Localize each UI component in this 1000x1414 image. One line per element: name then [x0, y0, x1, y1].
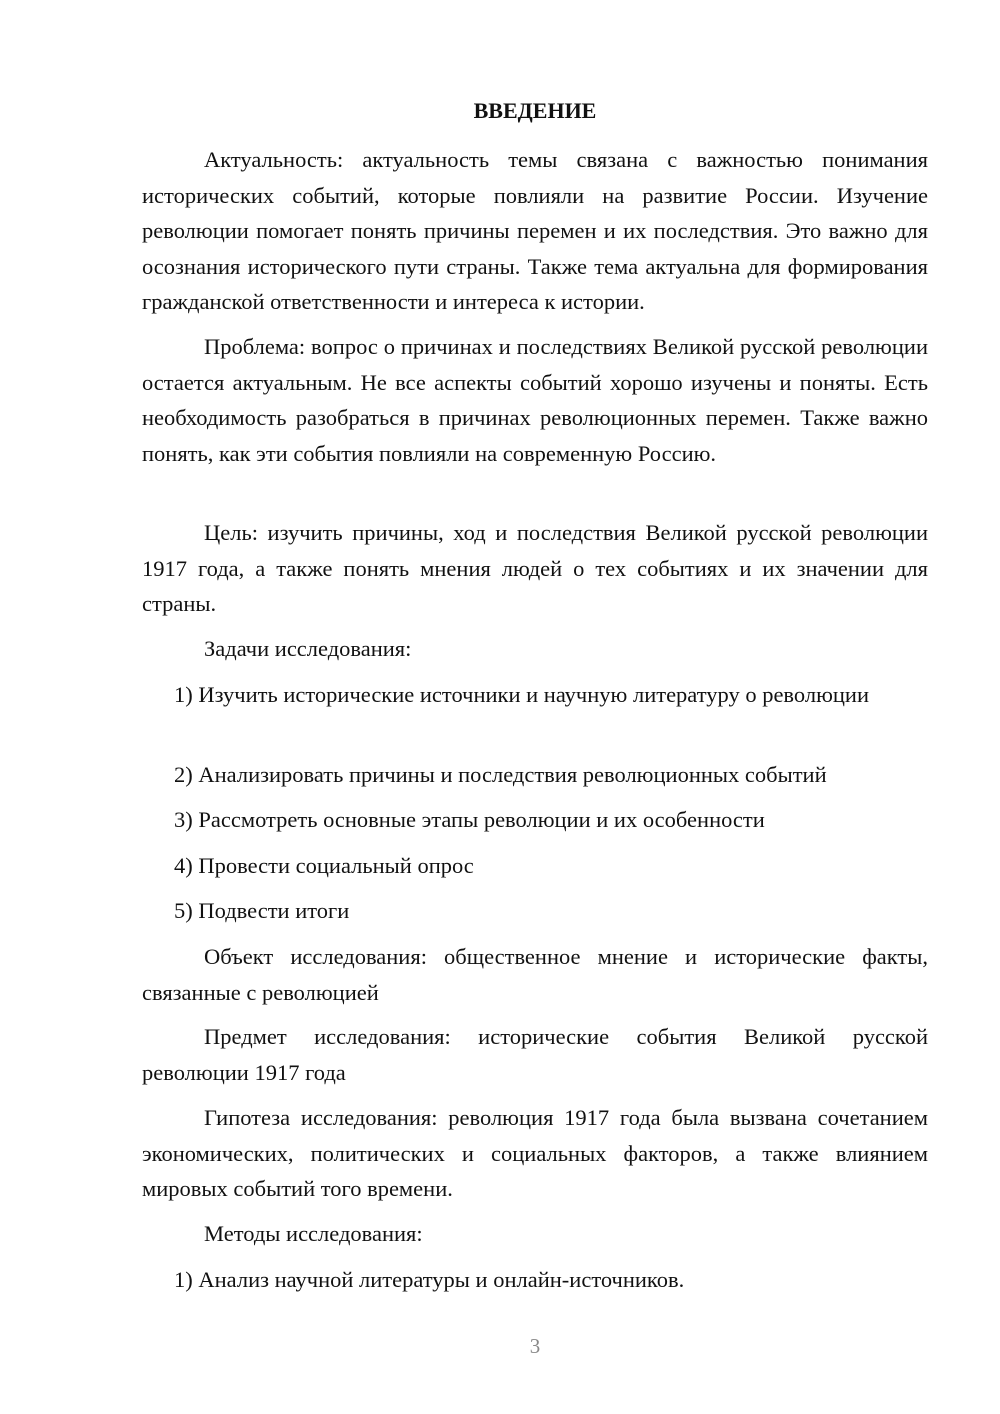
- problem-paragraph: Проблема: вопрос о причинах и последствиях Великой русской революции остается актуальным. Не все аспекты событий хорошо изучены и поняты. Есть необходимость разобраться в причинах революционных перемен. Также важно понять, как эти события повлияли на современную Россию.: [142, 334, 928, 466]
- relevance-paragraph: Актуальность: актуальность темы связана с важностью понимания исторических событий, которые повлияли на развитие России. Изучение революции помогает понять причины перемен и их последствия. Это важно для осознания исторического пути страны. Также тема актуальна для формирования гражданской ответственности и интереса к истории.: [142, 147, 928, 314]
- task-item-2: 2) Анализировать причины и последствия революционных событий: [174, 762, 827, 787]
- goal-paragraph: Цель: изучить причины, ход и последствия Великой русской революции 1917 года, а также понять мнения людей о тех событиях и их значении для страны.: [142, 520, 928, 616]
- hypothesis-paragraph: Гипотеза исследования: революция 1917 года была вызвана сочетанием экономических, политических и социальных факторов, а также влиянием мировых событий того времени.: [142, 1105, 928, 1201]
- section-heading: ВВЕДЕНИЕ: [473, 98, 597, 123]
- object-paragraph: Объект исследования: общественное мнение и исторические факты, связанные с революцией: [142, 944, 928, 1005]
- page-number: 3: [529, 1334, 541, 1358]
- task-item-5: 5) Подвести итоги: [174, 898, 350, 923]
- subject-paragraph: Предмет исследования: исторические события Великой русской революции 1917 года: [142, 1024, 928, 1085]
- tasks-title: Задачи исследования:: [204, 636, 412, 661]
- task-item-1: 1) Изучить исторические источники и научную литературу о революции: [174, 682, 870, 707]
- task-item-4: 4) Провести социальный опрос: [174, 853, 474, 878]
- methods-title: Методы исследования:: [204, 1221, 423, 1246]
- method-item-1: 1) Анализ научной литературы и онлайн-источников.: [174, 1267, 685, 1292]
- task-item-3: 3) Рассмотреть основные этапы революции и их особенности: [174, 807, 765, 832]
